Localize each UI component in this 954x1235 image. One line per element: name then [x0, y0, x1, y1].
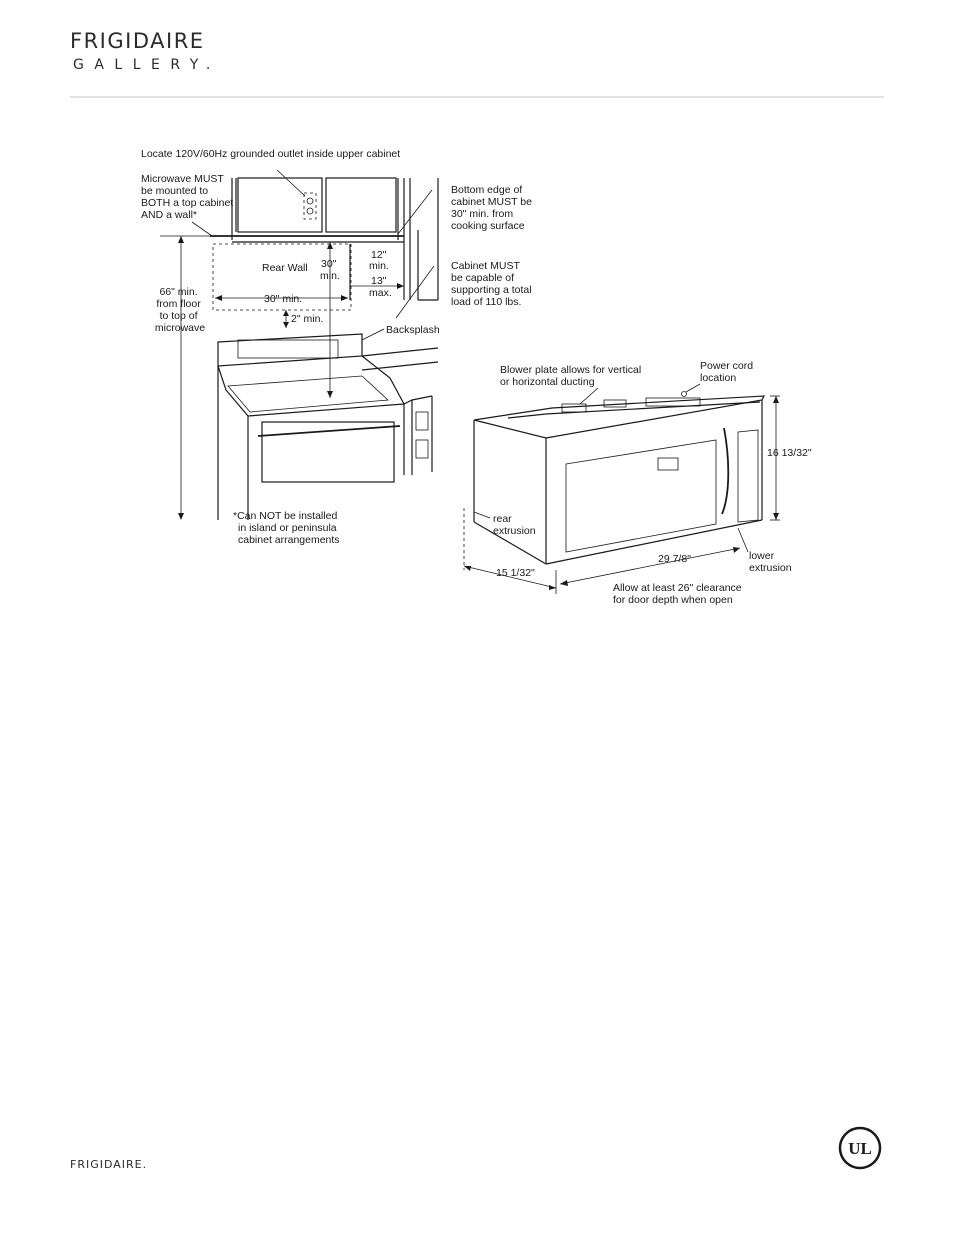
clearance-note: Allow at least 26" clearance for door depth when open: [613, 582, 742, 606]
mount-note-line: BOTH a top cabinet: [141, 197, 234, 209]
power-cord-note: Power cord location: [700, 360, 754, 384]
dim-height: 16 13/32": [767, 447, 812, 459]
dim-depth: 15 1/32": [496, 567, 535, 579]
range-drawing: [218, 334, 438, 520]
brand-name-top: FRIGIDAIRE: [70, 29, 205, 53]
backsplash-label: Backsplash: [386, 324, 440, 336]
mount-note: [141, 173, 236, 221]
blower-note: Blower plate allows for vertical or horizontal ducting: [500, 364, 642, 388]
dim-2-min: 2" min.: [291, 313, 324, 325]
dim-12-min: 12" min.: [369, 249, 389, 272]
outlet-note: Locate 120V/60Hz grounded outlet inside upper cabinet: [141, 148, 401, 160]
dim-66-min: 66" min. from floor to top of microwave: [154, 286, 206, 334]
mount-note-line: AND a wall*: [141, 209, 198, 221]
dim-30-min-horizontal: 30" min.: [264, 293, 303, 305]
rear-wall-label: Rear Wall: [262, 262, 308, 274]
ul-certification-icon: [838, 1126, 882, 1170]
brand-name-bottom: GALLERY.: [73, 57, 221, 73]
rear-extrusion-label: rear extrusion: [493, 513, 536, 537]
bottom-edge-note: Bottom edge of cabinet MUST be 30" min. from cooking surface: [451, 184, 532, 232]
microwave-drawing: [474, 392, 764, 565]
dimension-lines-left: [160, 170, 434, 520]
dim-30-min-vertical: 30" min.: [320, 258, 340, 282]
island-note: *Can NOT be installed in island or peninsula cabinet arrangements: [233, 510, 340, 546]
footer-brand: FRIGIDAIRE.: [70, 1158, 148, 1171]
dim-width: 29 7/8": [658, 553, 691, 565]
dim-13-max: 13" max.: [369, 275, 392, 299]
lower-extrusion-label: lower extrusion: [749, 550, 792, 574]
cabinet-load-note: Cabinet MUST be capable of supporting a total load of 110 lbs.: [451, 260, 532, 308]
ul-mark-text: UL: [848, 1139, 872, 1158]
mount-note-line: be mounted to: [141, 185, 209, 197]
mount-note-line: Microwave MUST: [141, 173, 224, 185]
dimension-lines-right: [464, 384, 780, 594]
